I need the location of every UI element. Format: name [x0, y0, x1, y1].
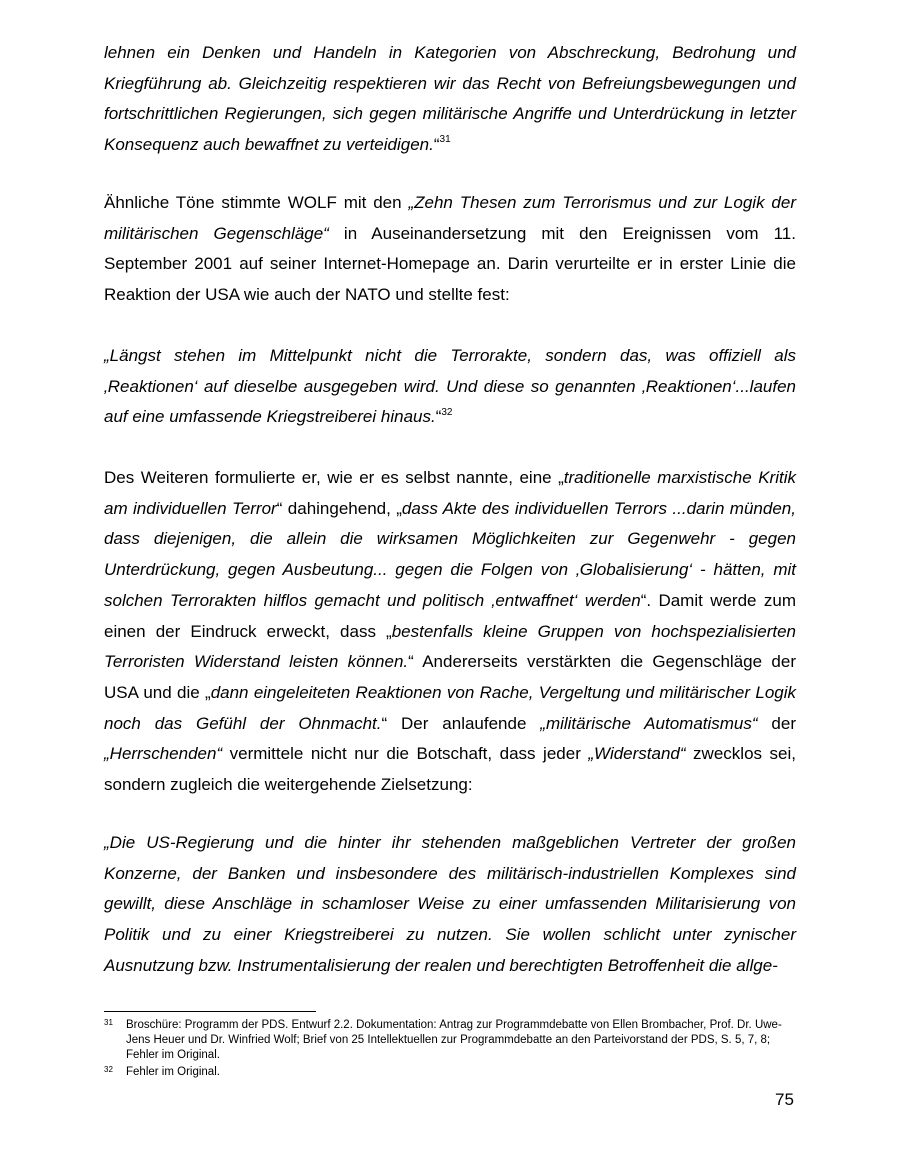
paragraph-quote-reactions: „Längst stehen im Mittelpunkt nicht die Terrorakte, sondern das, was offiziell als ‚Reaktionen‘ auf dieselbe ausgegeben wird. Und diese so genannten ‚Reaktionen‘...laufen auf eine umfassende Kriegstreiberei hinaus.“$^{32}$: [104, 346, 796, 427]
paragraph-wolf-theses: Ähnliche Töne stimmte WOLF mit den „Zehn Thesen zum Terrorismus und zur Logik der militärischen Gegenschläge“ in Auseinandersetzung mit den Ereignissen vom 11. September 2001 auf seiner Internet-Homepage an. Darin verurteilte er in erster Linie die Reaktion der USA wie auch der NATO und stellte fest:: [104, 193, 797, 305]
footnote-31: [104, 1018, 796, 1063]
footnote-ref-32[interactable]: 32: [441, 406, 453, 418]
footnote-number: 32: [104, 1065, 113, 1074]
footnote-separator: [104, 1011, 316, 1012]
paragraph-quote-us-government: „Die US-Regierung und die hinter ihr stehenden maßgeblichen Vertreter der großen Konzerne, der Banken und insbesondere des militärisch-industriellen Komplexes sind gewillt, diese Anschläge in schamloser Weise zu einer umfassenden Militarisierung von Politik und zu einer Kriegstreiberei zu nutzen. Sie wollen schlicht unter zynischer Ausnutzung bzw. Instrumentalisierung der realen und berechtigten Betroffenheit die allge-: [104, 833, 796, 975]
paragraph-marxist-critique: Des Weiteren formulierte er, wie er es selbst nannte, eine „traditionelle marxistische Kritik am individuellen Terror“ dahingehend, „dass Akte des individuellen Terrors ...darin münden, dass diejenigen, die allein die wirksamen Möglichkeiten zur Gegenwehr - gegen Unterdrückung, gegen Ausbeutung... gegen die Folgen von ‚Globalisierung‘ - hätten, mit solchen Terrorakten hilflos gemacht und politisch ‚entwaffnet‘ werden“. Damit werde zum einen der Eindruck erweckt, dass „bestenfalls kleine Gruppen von hochspezialisierten Terroristen Widerstand leisten können.“ Andererseits verstärkten die Gegenschläge der USA und die „dann eingeleiteten Reaktionen von Rache, Vergeltung und militärischer Logik noch das Gefühl der Ohnmacht.“ Der anlaufende „militärische Automatismus“ der „Herrschenden“ vermittele nicht nur die Botschaft, dass jeder „Widerstand“ zwecklos sei, sondern zugleich die weitergehende Zielsetzung:: [104, 468, 796, 795]
footnote-text: Fehler im Original.: [126, 1066, 220, 1078]
footnote-ref-31[interactable]: 31: [439, 134, 451, 146]
footnote-32: [104, 1065, 796, 1080]
footnote-text: Broschüre: Programm der PDS. Entwurf 2.2. Dokumentation: Antrag zur Programmdebatte von Ellen Brombacher, Prof. Dr. Uwe-Jens Heuer und Dr. Winfried Wolf; Brief von 25 Intellektuellen zur Programmdebatte an den Parteivorstand der PDS, S. 5, 7, 8; Fehler im Original.: [126, 1019, 782, 1061]
page-number: 75: [775, 1090, 794, 1109]
paragraph-quote-continuation: lehnen ein Denken und Handeln in Kategorien von Abschreckung, Bedrohung und Kriegführung ab. Gleichzeitig respektieren wir das Recht von Befreiungsbewegungen und fortschrittlichen Regierungen, sich gegen militärische Angriffe und Unterdrückung in letzter Konsequenz auch bewaffnet zu verteidigen.“$^{31}$: [104, 43, 796, 155]
footnote-number: 31: [104, 1018, 113, 1027]
